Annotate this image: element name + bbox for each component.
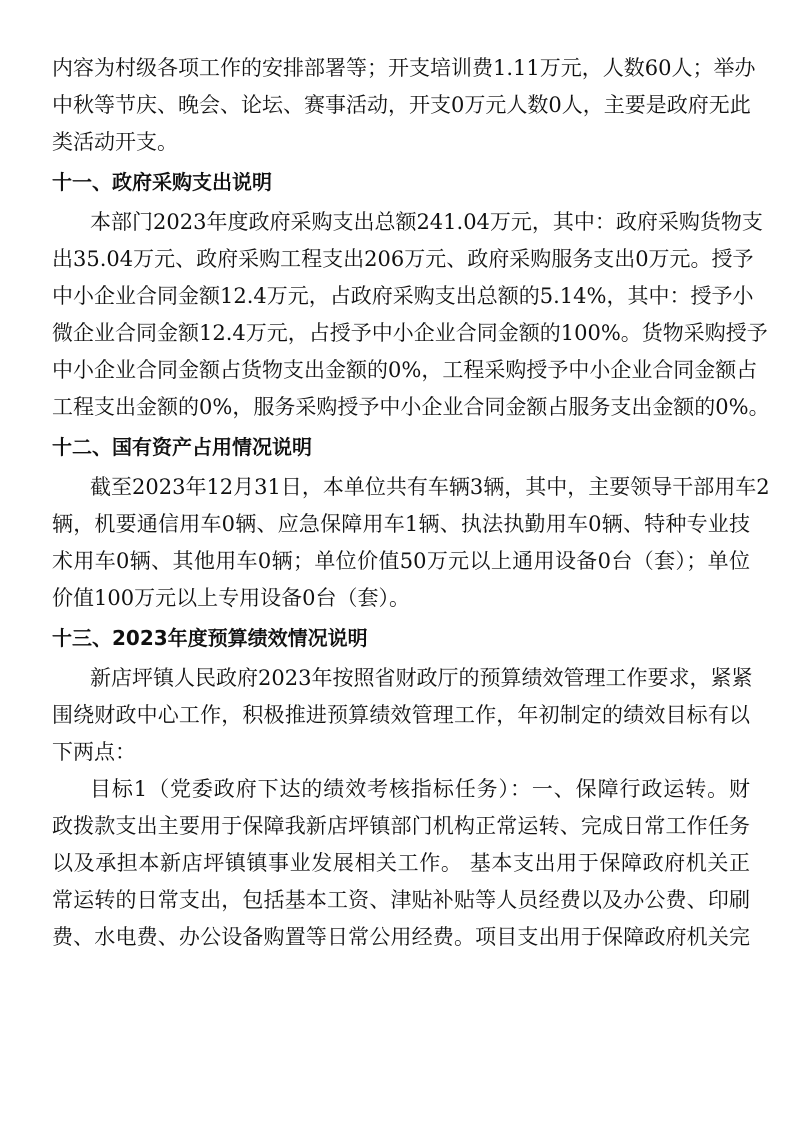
performance-paragraph-1 <box>52 660 753 771</box>
text-line: 术用车0辆、其他用车0辆；单位价值50万元以上通用设备0台（套）；单位 <box>52 549 750 573</box>
procurement-paragraph <box>52 204 770 426</box>
text-line: 中秋等节庆、晚会、论坛、赛事活动，开支0万元人数0人，主要是政府无此 <box>52 93 751 117</box>
text-line: 新店坪镇人民政府2023年按照省财政厅的预算绩效管理工作要求，紧紧 <box>90 666 753 690</box>
document-page <box>52 50 770 956</box>
section-heading-procurement: 十一、政府采购支出说明 <box>52 170 272 194</box>
section-heading-assets: 十二、国有资产占用情况说明 <box>52 435 312 459</box>
text-line: 中小企业合同金额12.4万元，占政府采购支出总额的5.14%，其中：授予小 <box>52 284 754 308</box>
text-line: 中小企业合同金额占货物支出金额的0%，工程采购授予中小企业合同金额占 <box>52 358 758 382</box>
text-line: 政拨款支出主要用于保障我新店坪镇部门机构正常运转、完成日常工作任务 <box>52 814 750 838</box>
text-line: 价值100万元以上专用设备0台（套）。 <box>52 586 410 610</box>
text-line: 费、水电费、办公设备购置等日常公用经费。项目支出用于保障政府机关完 <box>52 925 750 949</box>
text-line: 以及承担本新店坪镇镇事业发展相关工作。 基本支出用于保障政府机关正 <box>52 851 750 875</box>
text-line: 出35.04万元、政府采购工程支出206万元、政府采购服务支出0万元。授予 <box>52 247 754 271</box>
text-line: 微企业合同金额12.4万元，占授予中小企业合同金额的100%。货物采购授予 <box>52 321 768 345</box>
intro-paragraph <box>52 50 756 161</box>
text-line: 本部门2023年度政府采购支出总额241.04万元，其中：政府采购货物支 <box>90 210 763 234</box>
section-heading-performance: 十三、2023年度预算绩效情况说明 <box>52 626 368 650</box>
text-line: 目标1（党委政府下达的绩效考核指标任务）：一、保障行政运转。财 <box>90 777 750 801</box>
text-line: 工程支出金额的0%，服务采购授予中小企业合同金额占服务支出金额的0%。 <box>52 395 770 419</box>
text-line: 围绕财政中心工作，积极推进预算绩效管理工作，年初制定的绩效目标有以 <box>52 703 750 727</box>
text-line: 辆，机要通信用车0辆、应急保障用车1辆、执法执勤用车0辆、特种专业技 <box>52 512 750 536</box>
text-line: 类活动开支。 <box>52 130 178 154</box>
text-line: 内容为村级各项工作的安排部署等；开支培训费1.11万元，人数60人；举办 <box>52 56 756 80</box>
text-line: 下两点： <box>52 740 136 764</box>
text-line: 常运转的日常支出，包括基本工资、津贴补贴等人员经费以及办公费、印刷 <box>52 888 750 912</box>
assets-paragraph <box>52 469 770 617</box>
performance-paragraph-2 <box>52 771 750 956</box>
text-line: 截至2023年12月31日，本单位共有车辆3辆，其中，主要领导干部用车2 <box>90 475 770 499</box>
